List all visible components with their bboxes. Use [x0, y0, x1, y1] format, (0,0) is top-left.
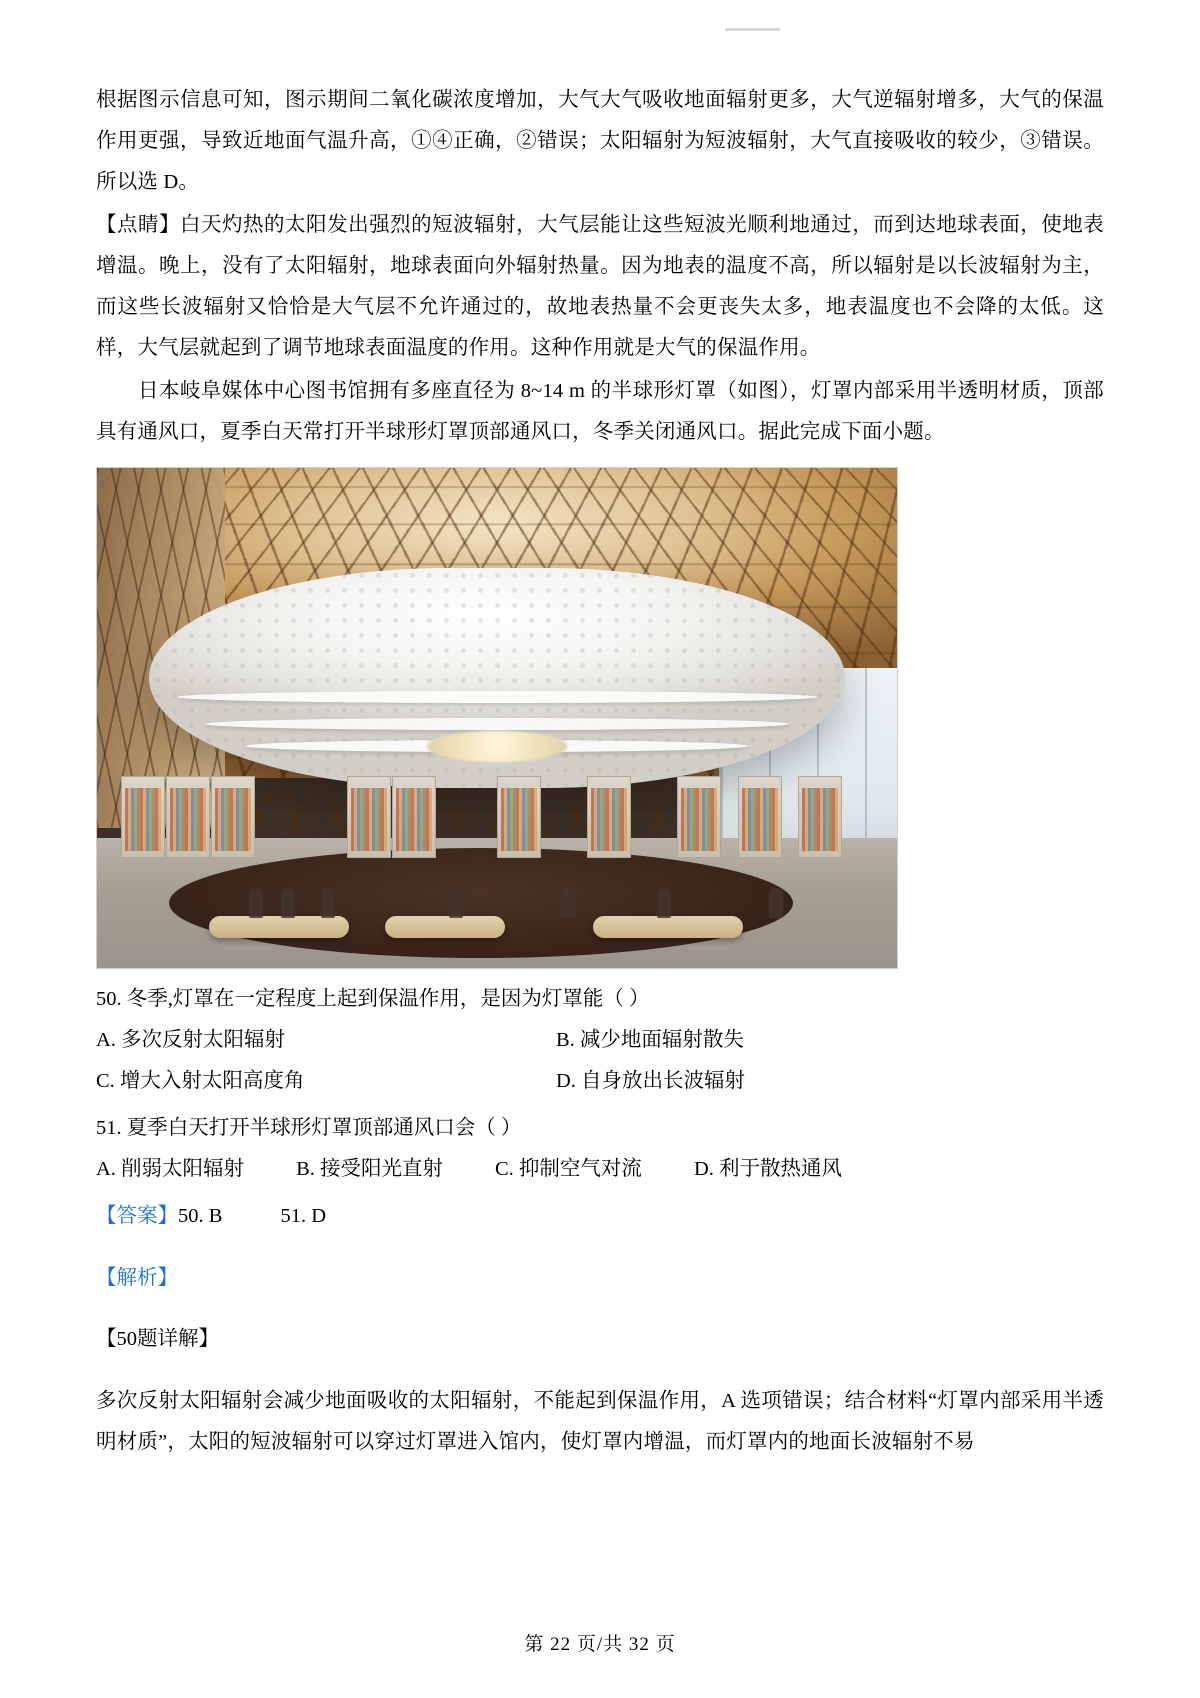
- option-51-D[interactable]: D. 利于散热通风: [693, 1158, 842, 1180]
- question-50-text: 冬季,灯罩在一定程度上起到保温作用，是因为灯罩能（ ）: [126, 988, 650, 1010]
- library-visitor: [561, 888, 575, 918]
- question-51-number: 51.: [96, 1117, 122, 1139]
- question-51-stem: [96, 1108, 1104, 1149]
- bookshelf: [587, 776, 631, 858]
- bookshelf: [497, 776, 541, 858]
- library-visitor: [769, 888, 783, 918]
- library-visitor: [249, 888, 263, 918]
- question-50-number: 50.: [96, 988, 122, 1010]
- bookshelf: [347, 776, 391, 858]
- option-51-B[interactable]: B. 接受阳光直射: [296, 1158, 443, 1180]
- option-50-D[interactable]: D. 自身放出长波辐射: [556, 1070, 746, 1092]
- option-50-B[interactable]: B. 减少地面辐射散失: [556, 1029, 744, 1051]
- seating-bench: [593, 916, 743, 938]
- library-interior-photo: [96, 467, 898, 969]
- figure-container: [96, 467, 1104, 969]
- seating-bench: [209, 916, 349, 938]
- bookshelf: [166, 776, 210, 858]
- question-51-text: 夏季白天打开半球形灯罩顶部通风口会（ ）: [126, 1117, 522, 1139]
- page-footer: 第 22 页/共 32 页: [524, 1634, 676, 1655]
- bookshelf: [392, 776, 436, 858]
- answer-block: [96, 1196, 1104, 1237]
- option-50-A[interactable]: A. 多次反射太阳辐射: [96, 1029, 286, 1051]
- seating-bench: [385, 916, 505, 938]
- library-visitor: [449, 888, 463, 918]
- answer-label: 【答案】: [96, 1205, 178, 1227]
- library-visitor: [321, 888, 335, 918]
- detail-heading-50: 【50题详解】: [96, 1328, 219, 1350]
- question-51-options-row: [96, 1149, 1104, 1190]
- option-51-A[interactable]: A. 削弱太阳辐射: [96, 1158, 245, 1180]
- question-50-stem: [96, 979, 1104, 1020]
- question-50-options-row-2: [96, 1061, 1104, 1102]
- library-visitor: [657, 888, 671, 918]
- option-50-C[interactable]: C. 增大入射太阳高度角: [96, 1070, 305, 1092]
- bookshelf: [677, 776, 721, 858]
- option-51-C[interactable]: C. 抑制空气对流: [495, 1158, 642, 1180]
- page-top-rule: [725, 28, 780, 31]
- paragraph-material-intro: 日本岐阜媒体中心图书馆拥有多座直径为 8~14 m 的半球形灯罩（如图），灯罩内部采用半透明材质，顶部具有通风口，夏季白天常打开半球形灯罩顶部通风口，冬季关闭通风口。据此完成下面小题。: [96, 380, 1104, 443]
- bookshelf: [798, 776, 842, 858]
- bookshelf-row: [121, 778, 873, 858]
- lampshade-band: [205, 718, 790, 730]
- question-50-options-row-1: [96, 1020, 1104, 1061]
- answer-51: 51. D: [280, 1205, 326, 1227]
- bookshelf: [121, 776, 165, 858]
- analysis-label: 【解析】: [96, 1266, 178, 1289]
- paragraph-keypoint: 【点睛】白天灼热的太阳发出强烈的短波辐射，大气层能让这些短波光顺利地通过，而到达地球表面，使地表增温。晚上，没有了太阳辐射，地球表面向外辐射热量。因为地表的温度不高，所以辐射是以长波辐射为主，而这些长波辐射又恰恰是大气层不允许通过的，故地表热量不会更丧失太多，地表温度也不会降的太低。这样，大气层就起到了调节地球表面温度的作用。这种作用就是大气的保温作用。: [96, 214, 1104, 359]
- bookshelf: [738, 776, 782, 858]
- bookshelf: [211, 776, 255, 858]
- library-visitor: [281, 888, 295, 918]
- answer-50: 50. B: [178, 1205, 223, 1227]
- lampshade-light-core: [427, 731, 566, 762]
- detail-text-50: 多次反射太阳辐射会减少地面吸收的太阳辐射，不能起到保温作用，A 选项错误；结合材料“灯罩内部采用半透明材质”，太阳的短波辐射可以穿过灯罩进入馆内，使灯罩内增温，而灯罩内的地面长波辐射不易: [96, 1389, 1104, 1453]
- hemispherical-lampshade: [149, 568, 845, 788]
- paragraph-analysis-1: 根据图示信息可知，图示期间二氧化碳浓度增加，大气大气吸收地面辐射更多，大气逆辐射增多，大气的保温作用更强，导致近地面气温升高，①④正确，②错误；太阳辐射为短波辐射，大气直接吸收的较少，③错误。所以选 D。: [96, 89, 1104, 193]
